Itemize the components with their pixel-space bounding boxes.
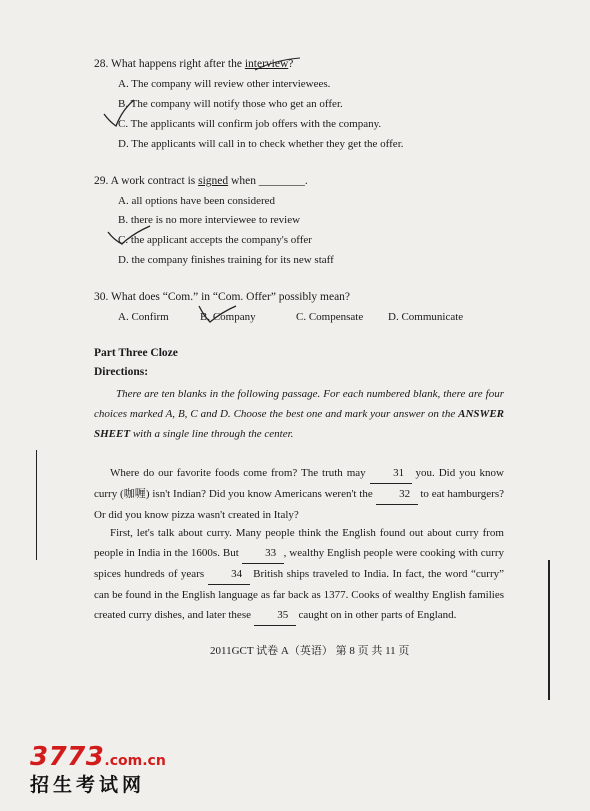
q30-option-c[interactable]: C. Compensate <box>296 311 364 323</box>
q28-option-b[interactable]: B. The company will notify those who get an offer. <box>118 98 343 110</box>
q29-option-a[interactable]: A. all options have been considered <box>118 195 276 207</box>
question-28-stem <box>94 58 293 70</box>
blank-33[interactable]: 33 <box>242 543 284 564</box>
answer-sheet-bold: ANSWER SHEET <box>94 408 504 440</box>
blank-34[interactable]: 34 <box>208 564 250 585</box>
q29-stem-suffix: when ________. <box>228 175 308 187</box>
p1-text-b: you. Did you know curry (咖喱) isn't Indian? Did you know Americans weren't the <box>94 467 504 500</box>
question-30-stem: 30. What does “Com.” in “Com. Offer” possibly mean? <box>94 291 351 303</box>
question-29-stem <box>94 175 308 187</box>
p1-text-c: to eat hamburgers? Or did you know pizza wasn't created in Italy? <box>94 488 504 521</box>
q28-option-d[interactable]: D. The applicants will call in to check whether they get the offer. <box>118 138 404 150</box>
logo-domain: .com.cn <box>104 753 166 769</box>
p1-text-a: Where do our favorite foods come from? The truth may <box>110 467 370 479</box>
q29-option-c[interactable]: C. the applicant accepts the company's offer <box>118 234 312 246</box>
q28-option-c[interactable]: C. The applicants will confirm job offers with the company. <box>118 118 382 130</box>
directions-text <box>94 384 504 444</box>
p2-text-b: , wealthy English people were cooking with curry spices hundreds of years <box>94 547 504 580</box>
scan-edge-line-left <box>36 450 37 560</box>
q30-option-a[interactable]: A. Confirm <box>118 311 169 323</box>
passage-paragraph-2 <box>94 523 504 626</box>
p2-text-d: caught on in other parts of England. <box>295 609 457 621</box>
q29-option-d[interactable]: D. the company finishes training for its new staff <box>118 254 334 266</box>
q29-stem-prefix: 29. A work contract is <box>94 175 199 187</box>
blank-31[interactable]: 31 <box>370 463 412 484</box>
directions-text-part1: There are ten blanks in the following passage. For each numbered blank, there are four choices marked A, B, C and D. Choose the best one and mark your answer on the <box>94 388 504 420</box>
q28-stem-suffix: ? <box>288 58 294 70</box>
q28-stem-word: interview <box>244 58 289 70</box>
q29-stem-word: signed <box>198 175 229 187</box>
part-three-title: Part Three Cloze <box>94 347 178 359</box>
q30-option-d[interactable]: D. Communicate <box>388 311 464 323</box>
q30-option-b[interactable]: B. Company <box>200 311 256 323</box>
passage-paragraph-1 <box>94 463 504 525</box>
p2-text-a: First, let's talk about curry. Many people think the English found out about curry from people in India in the 1600s. But <box>94 527 504 559</box>
q29-option-b[interactable]: B. there is no more interviewee to review <box>118 214 301 226</box>
site-logo[interactable] <box>30 742 166 797</box>
scan-edge-line <box>548 560 550 700</box>
logo-number: 3773 <box>30 742 105 772</box>
directions-text-part2: with a single line through the center. <box>130 428 294 440</box>
logo-subtitle: 招生考试网 <box>30 774 146 796</box>
directions-label: Directions: <box>94 366 149 378</box>
q28-stem-prefix: 28. What happens right after the <box>94 58 245 70</box>
q28-option-a[interactable]: A. The company will review other interviewees. <box>118 78 331 90</box>
page-footer: 2011GCT 试卷 A（英语） 第 8 页 共 11 页 <box>210 645 410 657</box>
blank-35[interactable]: 35 <box>254 605 296 626</box>
blank-32[interactable]: 32 <box>376 484 418 505</box>
p2-text-c: British ships traveled to India. In fact, the word “curry” can be found in the English language as far back as 1377. Cooks of wealthy English families created curry dishes, and later these <box>94 568 504 621</box>
